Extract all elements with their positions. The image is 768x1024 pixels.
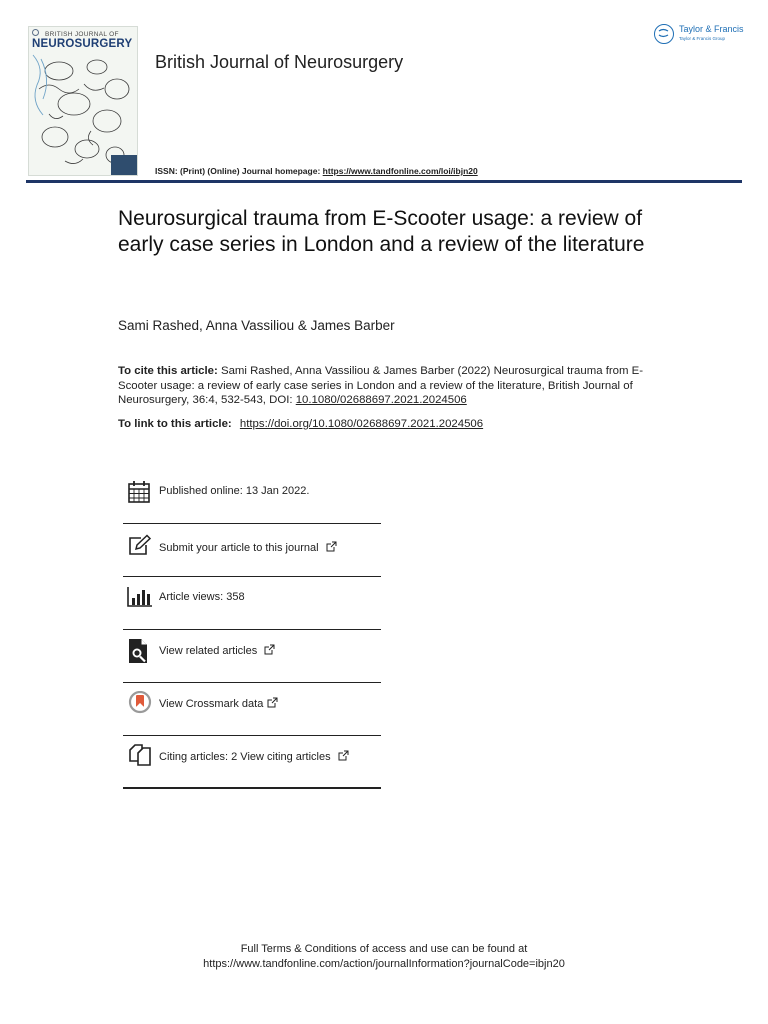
citing-articles-label: Citing articles: 2 View citing articles: [159, 751, 331, 763]
publisher-logo-icon: [654, 24, 674, 44]
external-link-icon: [326, 541, 337, 552]
published-online-text: Published online: 13 Jan 2022.: [159, 485, 310, 497]
crossmark-icon: [127, 691, 151, 715]
external-link-icon: [264, 644, 275, 655]
publisher-name: Taylor & Francis: [679, 24, 744, 34]
citation-block: [118, 364, 658, 408]
list-item-crossmark[interactable]: [123, 683, 381, 736]
related-articles-label: View related articles: [159, 645, 258, 657]
journal-homepage-link[interactable]: https://www.tandfonline.com/loi/ibjn20: [322, 166, 478, 176]
footer-line-1: Full Terms & Conditions of access and use can be found at: [240, 943, 528, 955]
cover-title-small: BRITISH JOURNAL OF: [45, 31, 119, 38]
submit-article-label: Submit your article to this journal: [159, 542, 319, 554]
link-label: To link to this article:: [118, 418, 232, 430]
list-item-submit[interactable]: [123, 524, 381, 577]
crossmark-link[interactable]: [159, 697, 278, 710]
cover-title-big: NEUROSURGERY: [32, 38, 133, 50]
citing-articles-link[interactable]: [159, 750, 349, 763]
journal-cover-image: [28, 26, 138, 176]
document-search-icon: [127, 638, 151, 662]
cover-emblem-icon: [32, 29, 39, 36]
footer-terms-link[interactable]: https://www.tandfonline.com/action/journalInformation?journalCode=ibjn20: [203, 958, 565, 970]
doi-link[interactable]: 10.1080/02688697.2021.2024506: [295, 394, 467, 406]
related-articles-link[interactable]: [159, 644, 275, 657]
list-item-published: [123, 470, 381, 524]
bar-chart-icon: [127, 585, 151, 609]
issn-line: [155, 166, 478, 176]
edit-icon: [127, 534, 151, 558]
external-link-icon: [338, 750, 349, 761]
crossmark-label: View Crossmark data: [159, 698, 264, 710]
article-authors: Sami Rashed, Anna Vassiliou & James Barber: [118, 318, 395, 333]
article-url-link[interactable]: https://doi.org/10.1080/02688697.2021.2024506: [239, 418, 484, 430]
publisher-logo[interactable]: [654, 22, 746, 48]
issn-label: ISSN: (Print) (Online) Journal homepage:: [155, 166, 321, 176]
article-link-line: [118, 418, 483, 430]
list-item-views: [123, 577, 381, 630]
footer-terms: [0, 942, 768, 972]
cover-strip: [111, 155, 137, 175]
calendar-icon: [127, 480, 151, 504]
cite-label: To cite this article:: [118, 365, 218, 377]
article-info-list: [123, 470, 381, 789]
list-item-citing[interactable]: [123, 736, 381, 789]
article-views-text: Article views: 358: [159, 591, 245, 603]
article-title: Neurosurgical trauma from E-Scooter usage: a review of early case series in London and a review of the literature: [118, 207, 645, 256]
header-divider: [26, 180, 742, 183]
external-link-icon: [267, 697, 278, 708]
submit-article-link[interactable]: [159, 541, 337, 554]
publisher-group: Taylor & Francis Group: [679, 36, 726, 41]
cite-text: Sami Rashed, Anna Vassiliou & James Barber (2022) Neurosurgical trauma from E-Scooter usage: a review of early case series in London and a review of the literature, British Journal of Neurosurgery, 36:4, 532-543, DOI:: [118, 365, 644, 406]
citing-articles-icon: [127, 744, 151, 768]
list-item-related[interactable]: [123, 630, 381, 683]
journal-name: British Journal of Neurosurgery: [155, 52, 404, 72]
